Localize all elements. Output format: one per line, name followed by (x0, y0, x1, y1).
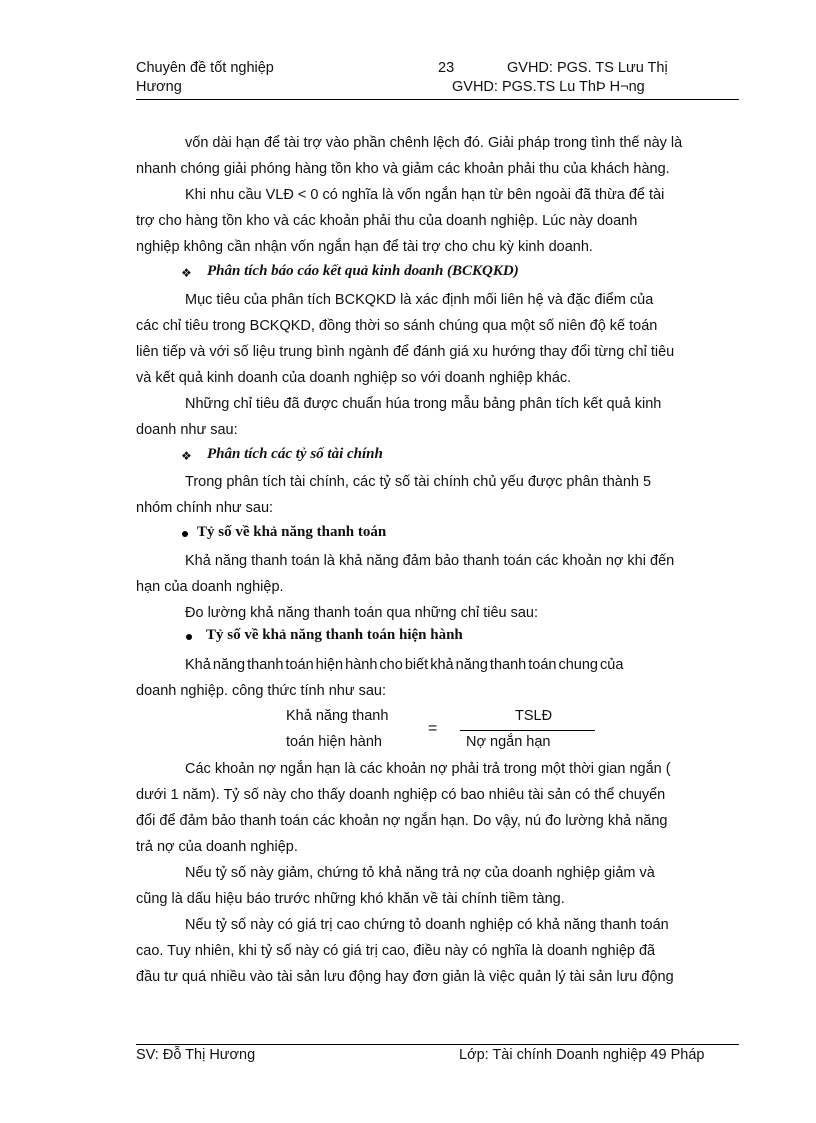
header-left-line1: Chuyên đề tốt nghiệp (136, 60, 274, 76)
paragraph-line: nhóm chính như sau: (136, 499, 274, 516)
paragraph-7 (136, 601, 739, 627)
paragraph-3 (136, 288, 739, 392)
paragraph-line: Nếu tỷ số này giảm, chứng tỏ khả năng trả nợ của doanh nghiệp giảm và (185, 865, 655, 881)
paragraph-line: cao. Tuy nhiên, khi tỷ số này có giá trị cao, điều này có nghĩa là doanh nghiệp đã (136, 942, 656, 959)
formula-lhs-line1: Khả năng thanh (286, 708, 389, 724)
footer-rule (136, 1044, 739, 1045)
paragraph-line: Trong phân tích tài chính, các tỷ số tài chính chủ yếu được phân thành 5 (185, 474, 652, 490)
formula-numerator: TSLĐ (515, 708, 553, 724)
paragraph-line: Các khoản nợ ngắn hạn là các khoản nợ phải trả trong một thời gian ngắn ( (185, 761, 671, 777)
footer-student: SV: Đỗ Thị Hương (136, 1047, 256, 1063)
diamond-bullet-icon: ❖ (181, 266, 192, 280)
section-heading-bckqkd: Phân tích báo cáo kết quả kinh doanh (BCKQKD) (207, 263, 519, 279)
paragraph-line: đổi để đảm bảo thanh toán các khoản nợ ngắn hạn. Do vậy, nú đo lường khả năng (136, 812, 668, 829)
fraction-bar (460, 730, 595, 731)
subheading-solvency: Tỷ số về khả năng thanh toán (197, 524, 387, 540)
paragraph-line: hạn của doanh nghiệp. (136, 578, 284, 595)
paragraph-2 (136, 183, 739, 261)
header-left-line2: Hương (136, 79, 182, 95)
paragraph-line: các chỉ tiêu trong BCKQKD, đồng thời so sánh chúng qua một số niên độ kế toán (136, 317, 658, 334)
paragraph-line: doanh nghiệp. công thức tính như sau: (136, 682, 386, 699)
formula-lhs-line2: toán hiện hành (286, 734, 382, 750)
paragraph-8 (136, 653, 739, 705)
paragraph-line: trợ cho hàng tồn kho và các khoản phải thu của doanh nghiệp. Lúc này doanh (136, 212, 638, 229)
page-number: 23 (438, 60, 455, 76)
paragraph-line: Khả năng thanh toán là khả năng đảm bảo thanh toán các khoản nợ khi đến (185, 553, 675, 569)
bullet-dot-icon (182, 531, 188, 537)
paragraph-line: và kết quả kinh doanh của doanh nghiệp so với doanh nghiệp khác. (136, 369, 572, 386)
paragraph-line: Khả năng thanh toán hiện hành cho biết khả năng thanh toán chung của (185, 657, 624, 673)
paragraph-line: cũng là dấu hiệu báo trước những khó khăn về tài chính tiềm tàng. (136, 890, 565, 907)
paragraph-line: nghiệp không cần nhận vốn ngắn hạn để tài trợ cho chu kỳ kinh doanh. (136, 238, 593, 255)
paragraph-line: Khi nhu cầu VLĐ < 0 có nghĩa là vốn ngắn hạn từ bên ngoài đã thừa để tài (185, 187, 665, 203)
paragraph-line: doanh như sau: (136, 421, 238, 438)
paragraph-9 (136, 757, 739, 861)
paragraph-line: Đo lường khả năng thanh toán qua những chỉ tiêu sau: (185, 605, 539, 621)
formula-equals: = (428, 720, 438, 737)
header-right-line2: GVHD: PGS.TS Lu ThÞ H¬ng (452, 79, 645, 95)
paragraph-11 (136, 913, 739, 991)
header-right-line1: GVHD: PGS. TS Lưu Thị (507, 60, 668, 76)
formula-denominator: Nợ ngắn hạn (466, 734, 551, 750)
paragraph-5 (136, 470, 739, 522)
paragraph-line: nhanh chóng giải phóng hàng tồn kho và giảm các khoản phải thu của khách hàng. (136, 160, 670, 177)
section-heading-ratios: Phân tích các tỷ số tài chính (207, 446, 383, 462)
paragraph-line: liên tiếp và với số liệu trung bình ngành để đánh giá xu hướng thay đổi từng chỉ tiêu (136, 343, 675, 360)
diamond-bullet-icon: ❖ (181, 449, 192, 463)
subheading-current-ratio: Tỷ số về khả năng thanh toán hiện hành (206, 627, 463, 643)
paragraph-line: Những chỉ tiêu đã được chuẩn húa trong mẫu bảng phân tích kết quả kinh (185, 396, 662, 412)
paragraph-line: đầu tư quá nhiều vào tài sản lưu động hay đơn giản là việc quản lý tài sản lưu động (136, 968, 674, 985)
paragraph-line: Nếu tỷ số này có giá trị cao chứng tỏ doanh nghiệp có khả năng thanh toán (185, 917, 669, 933)
paragraph-6 (136, 549, 739, 601)
paragraph-line: vốn dài hạn để tài trợ vào phần chênh lệch đó. Giải pháp trong tình thế này là (185, 135, 683, 151)
paragraph-1 (136, 131, 739, 183)
header-rule (136, 99, 739, 100)
bullet-dot-icon (186, 634, 192, 640)
paragraph-4 (136, 392, 739, 444)
paragraph-line: Mục tiêu của phân tích BCKQKD là xác định mối liên hệ và đặc điểm của (185, 292, 654, 308)
paragraph-10 (136, 861, 739, 913)
paragraph-line: trả nợ của doanh nghiệp. (136, 838, 298, 855)
paragraph-line: dưới 1 năm). Tỷ số này cho thấy doanh nghiệp có bao nhiêu tài sản có thể chuyển (136, 786, 666, 803)
footer-class: Lớp: Tài chính Doanh nghiệp 49 Pháp (459, 1047, 705, 1063)
